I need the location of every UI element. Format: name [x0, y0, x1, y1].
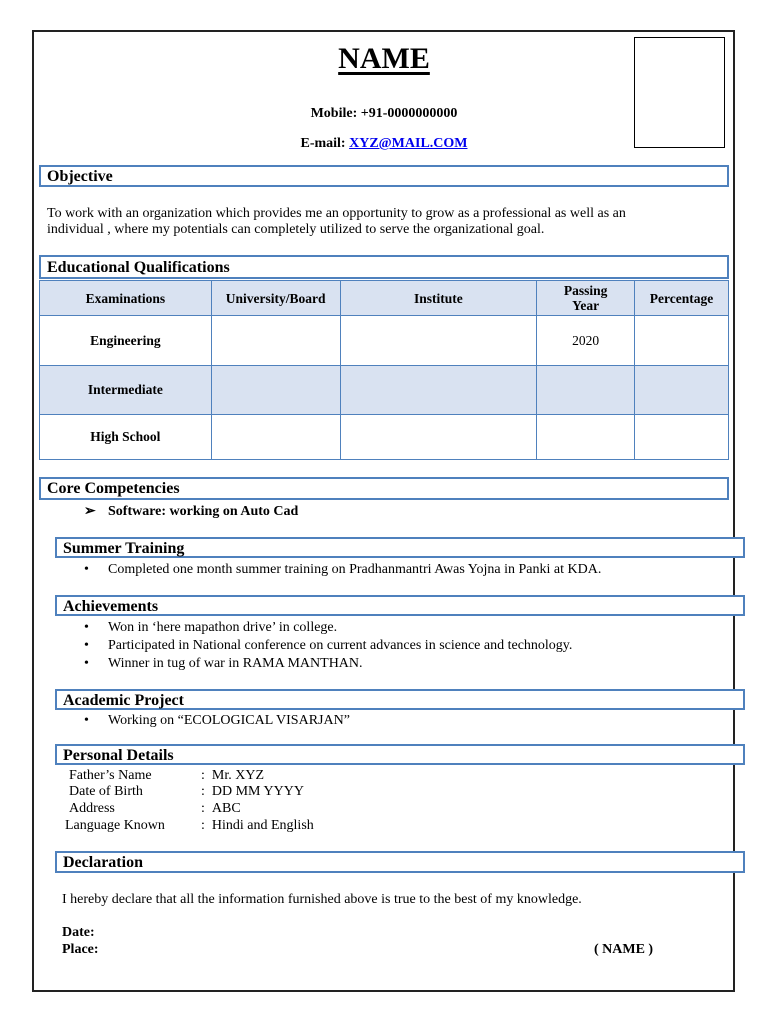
list-item [84, 712, 350, 730]
list-item-text: Participated in National conference on current advances in science and technology. [108, 638, 573, 653]
list-item-text: Winner in tug of war in RAMA MANTHAN. [108, 656, 363, 671]
address-value: ABC [211, 801, 241, 816]
core-competency-text: Software: working on Auto Cad [108, 504, 299, 519]
objective-line-1: To work with an organization which provides me an opportunity to grow as a professional as well as an [47, 206, 626, 221]
list-item-text: Working on “ECOLOGICAL VISARJAN” [108, 713, 350, 728]
institute-cell [340, 316, 537, 366]
list-item [84, 619, 572, 637]
exam-cell: Engineering [40, 316, 212, 366]
place-label: Place: [62, 942, 99, 957]
table-row [40, 316, 729, 366]
section-header-objective: Objective [39, 165, 729, 187]
personal-label-father: Father’s Name [69, 768, 152, 783]
column-header-institute: Institute [340, 281, 537, 316]
exam-cell: Intermediate [40, 366, 212, 415]
board-cell [211, 316, 340, 366]
email-label: E-mail: [300, 136, 350, 151]
list-item [84, 561, 601, 579]
personal-value-dob: : DD MM YYYY [201, 784, 304, 799]
education-table [39, 280, 729, 460]
section-header-achievements: Achievements [55, 595, 745, 616]
personal-label-language: Language Known [65, 818, 165, 833]
signature-name: ( NAME ) [594, 942, 654, 957]
date-label: Date: [62, 925, 95, 940]
percentage-cell [635, 366, 729, 415]
column-header-percentage: Percentage [635, 281, 729, 316]
table-row [40, 366, 729, 415]
objective-line-2: individual , where my potentials can completely utilized to serve the organizational goal. [47, 222, 545, 237]
personal-label-address: Address [69, 801, 115, 816]
declaration-text: I hereby declare that all the information furnished above is true to the best of my knowledge. [62, 892, 582, 907]
objective-text [47, 206, 727, 238]
percentage-cell [635, 316, 729, 366]
section-header-education: Educational Qualifications [39, 255, 729, 279]
personal-value-language: : Hindi and English [201, 818, 314, 833]
father-name-value: Mr. XYZ [211, 768, 265, 783]
section-header-personal-details: Personal Details [55, 744, 745, 765]
board-cell [211, 366, 340, 415]
personal-value-father: : Mr. XYZ [201, 768, 265, 783]
list-item-text: Won in ‘here mapathon drive’ in college. [108, 620, 338, 635]
summer-training-list [84, 561, 601, 579]
academic-project-list [84, 712, 350, 730]
email-line [0, 136, 768, 152]
institute-cell [340, 366, 537, 415]
column-header-passing-year [537, 281, 635, 316]
year-cell [537, 366, 635, 415]
bullet-icon: • [84, 638, 89, 653]
dob-value: DD MM YYYY [211, 784, 304, 799]
column-header-examinations: Examinations [40, 281, 212, 316]
year-cell [537, 415, 635, 460]
bullet-icon: • [84, 713, 89, 728]
list-item [84, 637, 572, 655]
core-competency-item [84, 503, 298, 520]
list-item-text: Completed one month summer training on Pradhanmantri Awas Yojna in Panki at KDA. [108, 562, 602, 577]
personal-value-address: : ABC [201, 801, 241, 816]
section-header-declaration: Declaration [55, 851, 745, 873]
photo-placeholder [634, 37, 725, 148]
year-cell: 2020 [537, 316, 635, 366]
candidate-name: NAME [338, 42, 430, 75]
percentage-cell [635, 415, 729, 460]
bullet-icon: • [84, 656, 89, 671]
bullet-icon: • [84, 562, 89, 577]
board-cell [211, 415, 340, 460]
institute-cell [340, 415, 537, 460]
bullet-icon: • [84, 620, 89, 635]
table-row [40, 415, 729, 460]
passing-year-text: Passing Year [563, 283, 608, 313]
column-header-university: University/Board [211, 281, 340, 316]
personal-label-dob: Date of Birth [69, 784, 143, 799]
mobile-number: Mobile: +91-0000000000 [310, 106, 458, 121]
section-header-summer-training: Summer Training [55, 537, 745, 558]
exam-cell: High School [40, 415, 212, 460]
achievements-list [84, 619, 572, 673]
education-header-row [40, 281, 729, 316]
section-header-academic-project: Academic Project [55, 689, 745, 710]
email-link[interactable]: XYZ@MAIL.COM [349, 136, 468, 151]
list-item [84, 655, 572, 673]
language-value: Hindi and English [211, 818, 314, 833]
arrow-bullet-icon: ➢ [84, 504, 96, 519]
section-header-core-competencies: Core Competencies [39, 477, 729, 500]
